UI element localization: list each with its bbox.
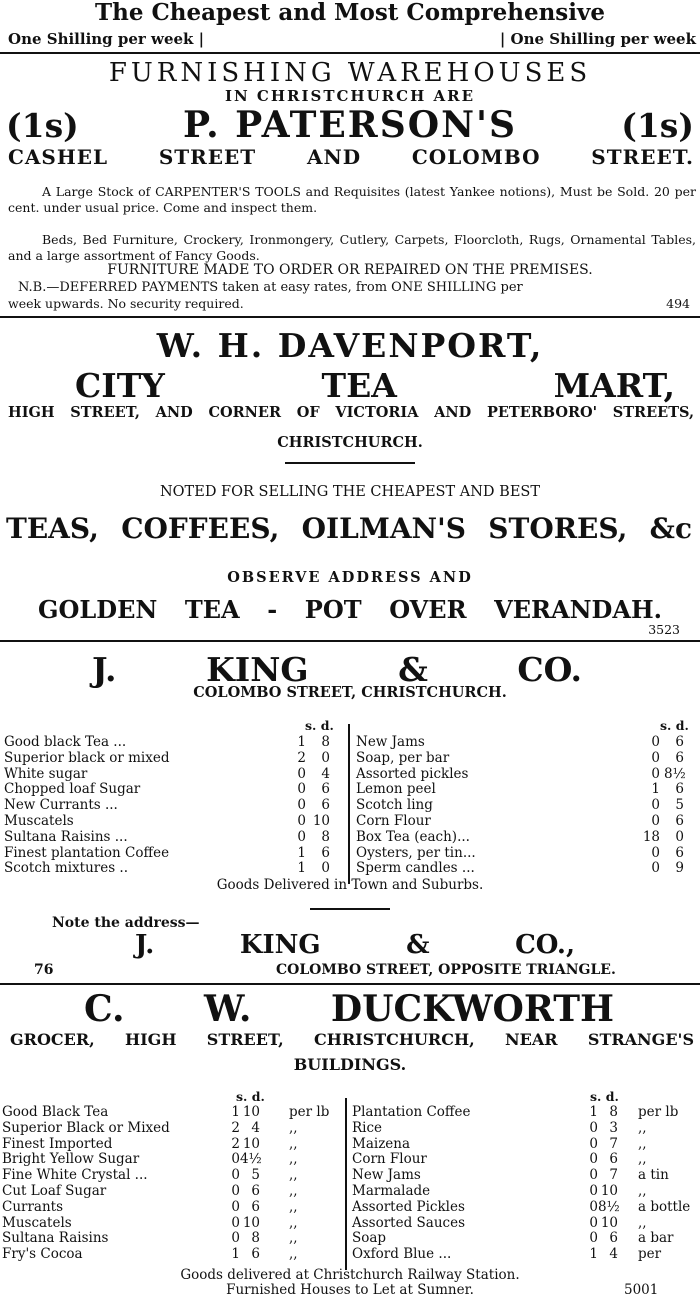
- price-shillings: 1: [231, 1104, 240, 1120]
- price-shillings: 0: [589, 1198, 598, 1215]
- column-divider: [345, 1098, 347, 1270]
- short-divider: [310, 908, 390, 910]
- price-pence: 6: [321, 797, 330, 814]
- price-shillings: 0: [297, 797, 306, 814]
- divider: [0, 52, 700, 54]
- price-pence: 10: [600, 1182, 618, 1199]
- duckworth-ref: 5001: [624, 1282, 659, 1298]
- davenport-city: CHRISTCHURCH.: [277, 434, 423, 451]
- price-row: [356, 751, 696, 767]
- price-row: [352, 1200, 698, 1216]
- price-shillings: 1: [297, 860, 306, 877]
- deferred-b: week upwards. No security required.: [8, 296, 244, 311]
- price-right: (1s): [621, 106, 694, 145]
- price-shillings: 0: [589, 1214, 598, 1231]
- price-item: Finest plantation Coffee: [4, 844, 170, 861]
- price-pence: 4: [609, 1246, 618, 1263]
- price-shillings: 0: [651, 765, 660, 782]
- price-item: Bright Yellow Sugar: [2, 1151, 140, 1168]
- price-row: [4, 767, 344, 783]
- price-shillings: 0: [589, 1119, 598, 1136]
- divider: [0, 983, 700, 985]
- price-row: [2, 1247, 340, 1263]
- price-shillings: 0: [297, 765, 306, 782]
- price-unit: a bottle: [638, 1198, 691, 1215]
- price-pence: 8: [321, 734, 330, 750]
- price-pence: 10: [242, 1104, 260, 1120]
- price-item: Assorted Pickles: [352, 1198, 465, 1215]
- noted-line: NOTED FOR SELLING THE CHEAPEST AND BEST: [159, 484, 541, 500]
- price-pence: 10: [242, 1214, 260, 1231]
- price-pence: 6: [609, 1230, 618, 1247]
- price-row: [356, 782, 696, 798]
- shilling-left: One Shilling per week |: [8, 30, 205, 48]
- price-item: Soap: [352, 1230, 387, 1247]
- king-delivery: Goods Delivered in Town and Suburbs.: [216, 877, 484, 893]
- price-row: [2, 1152, 340, 1168]
- price-pence: 8½: [598, 1198, 620, 1215]
- price-unit: ,,: [638, 1214, 647, 1231]
- price-shillings: 2: [297, 749, 306, 766]
- duck-right-col-head: s. d.: [590, 1089, 619, 1104]
- price-row: [352, 1137, 698, 1153]
- price-item: New Jams: [356, 734, 425, 750]
- price-unit: ,,: [638, 1151, 647, 1168]
- king-name: J. KING & CO.: [92, 650, 582, 689]
- price-pence: 6: [675, 812, 684, 829]
- price-shillings: 1: [297, 844, 306, 861]
- king-right-col-head: s. d.: [660, 718, 689, 733]
- price-shillings: 0: [297, 812, 306, 829]
- divider: [0, 316, 700, 318]
- price-item: White sugar: [4, 765, 88, 782]
- paterson-headline: The Cheapest and Most Comprehensive: [94, 0, 605, 26]
- price-row: [2, 1168, 340, 1184]
- price-pence: 5: [675, 797, 684, 814]
- warehouses-heading: FURNISHING WAREHOUSES: [108, 58, 592, 88]
- price-unit: ,,: [289, 1198, 298, 1215]
- deferred-a: N.B.—DEFERRED PAYMENTS taken at easy rates, from ONE SHILLING per: [18, 280, 523, 295]
- price-pence: 6: [251, 1182, 260, 1199]
- short-divider: [285, 462, 415, 464]
- price-item: Plantation Coffee: [352, 1104, 471, 1120]
- king-note: Note the address—: [52, 915, 200, 931]
- price-shillings: 1: [297, 734, 306, 750]
- price-unit: ,,: [289, 1151, 298, 1168]
- price-shillings: 0: [651, 844, 660, 861]
- price-item: Maizena: [352, 1135, 411, 1152]
- price-row: [352, 1105, 698, 1121]
- price-item: Assorted pickles: [356, 765, 469, 782]
- price-item: Rice: [352, 1119, 383, 1136]
- duckworth-line1: GROCER, HIGH STREET, CHRISTCHURCH, NEAR STRANGE'S: [10, 1030, 694, 1049]
- price-unit: per lb: [638, 1104, 679, 1120]
- price-row: [352, 1152, 698, 1168]
- price-unit: a tin: [638, 1167, 669, 1184]
- price-pence: 10: [312, 812, 330, 829]
- price-pence: 6: [675, 781, 684, 798]
- price-shillings: 1: [589, 1246, 598, 1263]
- price-item: Scotch ling: [356, 797, 433, 814]
- price-row: [4, 782, 344, 798]
- price-row: [4, 735, 344, 751]
- price-row: [352, 1216, 698, 1232]
- price-shillings: 1: [231, 1246, 240, 1263]
- price-pence: 6: [321, 844, 330, 861]
- price-pence: 9: [675, 860, 684, 877]
- duckworth-name: C. W. DUCKWORTH: [84, 988, 614, 1030]
- price-item: Soap, per bar: [356, 749, 450, 766]
- price-item: Superior black or mixed: [4, 749, 170, 766]
- price-pence: 6: [675, 734, 684, 750]
- price-pence: 7: [609, 1167, 618, 1184]
- price-shillings: 0: [231, 1230, 240, 1247]
- price-unit: ,,: [638, 1119, 647, 1136]
- duck-left-table: [2, 1105, 340, 1263]
- price-pence: 6: [675, 844, 684, 861]
- duck-left-col-head: s. d.: [236, 1089, 265, 1104]
- price-pence: 6: [251, 1198, 260, 1215]
- in-christchurch: IN CHRISTCHURCH ARE: [224, 87, 476, 105]
- price-shillings: 0: [297, 781, 306, 798]
- king-name-2: J. KING & CO.,: [135, 930, 575, 960]
- price-row: [356, 861, 696, 877]
- price-unit: per: [638, 1246, 662, 1263]
- paterson-address: CASHEL STREET AND COLOMBO STREET.: [8, 145, 694, 169]
- price-item: Good black Tea ...: [4, 734, 127, 750]
- price-item: Good Black Tea: [2, 1104, 109, 1120]
- duckworth-delivery: Goods delivered at Christchurch Railway Station.: [180, 1267, 520, 1283]
- price-unit: ,,: [289, 1246, 298, 1263]
- price-shillings: 0: [231, 1167, 240, 1184]
- price-shillings: 1: [651, 781, 660, 798]
- shilling-right: | One Shilling per week: [499, 30, 696, 48]
- price-shillings: 0: [231, 1182, 240, 1199]
- price-item: New Jams: [352, 1167, 421, 1184]
- price-pence: 8: [321, 828, 330, 845]
- price-unit: ,,: [289, 1182, 298, 1199]
- price-shillings: 0: [589, 1151, 598, 1168]
- price-shillings: 18: [642, 828, 660, 845]
- price-pence: 6: [321, 781, 330, 798]
- price-row: [356, 846, 696, 862]
- price-pence: 8: [251, 1230, 260, 1247]
- price-item: Sultana Raisins ...: [4, 828, 128, 845]
- price-shillings: 2: [231, 1135, 240, 1152]
- price-pence: 0: [321, 860, 330, 877]
- paterson-para1: A Large Stock of CARPENTER'S TOOLS and Requisites (latest Yankee notions), Must be Sold. 20 per cent. under usual price. Come and inspect them.: [8, 184, 696, 215]
- tea-mart-heading: CITY TEA MART,: [75, 366, 675, 405]
- price-row: [2, 1137, 340, 1153]
- price-pence: 10: [600, 1214, 618, 1231]
- king-ref: 76: [34, 962, 54, 978]
- price-row: [4, 846, 344, 862]
- price-row: [4, 830, 344, 846]
- price-pence: 0: [675, 828, 684, 845]
- price-row: [356, 814, 696, 830]
- price-left: (1s): [6, 106, 79, 145]
- price-item: Fine White Crystal ...: [2, 1167, 148, 1184]
- price-row: [4, 798, 344, 814]
- price-shillings: 0: [231, 1198, 240, 1215]
- price-item: Oysters, per tin...: [356, 844, 476, 861]
- price-shillings: 1: [589, 1104, 598, 1120]
- price-item: Marmalade: [352, 1182, 431, 1199]
- price-item: Fry's Cocoa: [2, 1246, 83, 1263]
- price-row: [356, 767, 696, 783]
- price-shillings: 0: [589, 1182, 598, 1199]
- price-pence: 0: [321, 749, 330, 766]
- price-pence: 6: [609, 1151, 618, 1168]
- davenport-address: HIGH STREET, AND CORNER OF VICTORIA AND PETERBORO' STREETS,: [8, 404, 694, 421]
- price-item: New Currants ...: [4, 797, 118, 814]
- price-item: Cut Loaf Sugar: [2, 1182, 107, 1199]
- price-item: Sperm candles ...: [356, 860, 475, 877]
- price-item: Superior Black or Mixed: [2, 1119, 170, 1136]
- price-shillings: 0: [231, 1151, 240, 1168]
- price-row: [2, 1200, 340, 1216]
- price-row: [352, 1247, 698, 1263]
- price-unit: ,,: [289, 1167, 298, 1184]
- price-item: Currants: [2, 1198, 64, 1215]
- price-pence: 7: [609, 1135, 618, 1152]
- davenport-name: W. H. DAVENPORT,: [156, 326, 544, 365]
- price-row: [2, 1105, 340, 1121]
- price-row: [2, 1121, 340, 1137]
- price-shillings: 2: [231, 1119, 240, 1136]
- price-row: [2, 1231, 340, 1247]
- observe-line: OBSERVE ADDRESS AND: [227, 569, 473, 586]
- price-row: [2, 1216, 340, 1232]
- price-pence: 6: [675, 749, 684, 766]
- price-item: Muscatels: [2, 1214, 72, 1231]
- paterson-ref: 494: [666, 296, 690, 311]
- price-item: Sultana Raisins: [2, 1230, 109, 1247]
- price-pence: 4½: [240, 1151, 262, 1168]
- king-left-table: [4, 735, 344, 877]
- duck-right-table: [352, 1105, 698, 1263]
- king-left-col-head: s. d.: [305, 718, 334, 733]
- price-pence: 10: [242, 1135, 260, 1152]
- price-unit: ,,: [289, 1119, 298, 1136]
- price-shillings: 0: [651, 749, 660, 766]
- price-shillings: 0: [651, 860, 660, 877]
- price-unit: ,,: [289, 1135, 298, 1152]
- price-pence: 8: [609, 1104, 618, 1120]
- duckworth-furnished: Furnished Houses to Let at Sumner.: [226, 1282, 474, 1298]
- king-address: COLOMBO STREET, CHRISTCHURCH.: [193, 684, 507, 701]
- goods-line: TEAS, COFFEES, OILMAN'S STORES, &c: [6, 512, 692, 545]
- price-item: Scotch mixtures ..: [4, 860, 129, 877]
- price-pence: 4: [251, 1119, 260, 1136]
- price-item: Muscatels: [4, 812, 74, 829]
- divider: [0, 640, 700, 642]
- price-shillings: 0: [589, 1167, 598, 1184]
- paterson-para2: Beds, Bed Furniture, Crockery, Ironmongery, Cutlery, Carpets, Floorcloth, Rugs, Ornamental Tables, and a large assortment of Fancy Goods.: [8, 232, 696, 263]
- davenport-ref: 3523: [648, 622, 680, 637]
- price-unit: a bar: [638, 1230, 674, 1247]
- price-row: [2, 1184, 340, 1200]
- price-pence: 5: [251, 1167, 260, 1184]
- golden-tea-pot: GOLDEN TEA - POT OVER VERANDAH.: [38, 595, 662, 624]
- price-row: [356, 798, 696, 814]
- price-shillings: 0: [297, 828, 306, 845]
- price-pence: 6: [251, 1246, 260, 1263]
- price-row: [4, 814, 344, 830]
- price-shillings: 0: [651, 797, 660, 814]
- price-shillings: 0: [231, 1214, 240, 1231]
- price-item: Assorted Sauces: [352, 1214, 466, 1231]
- price-pence: 8½: [664, 765, 686, 782]
- price-item: Finest Imported: [2, 1135, 113, 1152]
- price-shillings: 0: [589, 1230, 598, 1247]
- price-unit: per lb: [289, 1104, 330, 1120]
- price-row: [356, 830, 696, 846]
- price-row: [4, 751, 344, 767]
- price-pence: 3: [609, 1119, 618, 1136]
- made-to-order: FURNITURE MADE TO ORDER OR REPAIRED ON THE PREMISES.: [107, 262, 593, 278]
- paterson-name: P. PATERSON'S: [182, 104, 518, 146]
- duckworth-line2: BUILDINGS.: [293, 1055, 407, 1074]
- column-divider: [348, 724, 350, 884]
- price-row: [352, 1168, 698, 1184]
- price-row: [356, 735, 696, 751]
- price-pence: 4: [321, 765, 330, 782]
- price-item: Corn Flour: [356, 812, 431, 829]
- price-unit: ,,: [289, 1214, 298, 1231]
- price-row: [352, 1231, 698, 1247]
- price-unit: ,,: [289, 1230, 298, 1247]
- price-shillings: 0: [589, 1135, 598, 1152]
- king-address-2: COLOMBO STREET, OPPOSITE TRIANGLE.: [276, 962, 616, 978]
- price-row: [352, 1184, 698, 1200]
- price-item: Corn Flour: [352, 1151, 427, 1168]
- price-item: Box Tea (each)...: [356, 828, 470, 845]
- price-row: [352, 1121, 698, 1137]
- price-item: Chopped loaf Sugar: [4, 781, 141, 798]
- price-row: [4, 861, 344, 877]
- price-unit: ,,: [638, 1135, 647, 1152]
- price-item: Lemon peel: [356, 781, 436, 798]
- king-right-table: [356, 735, 696, 877]
- price-shillings: 0: [651, 734, 660, 750]
- price-shillings: 0: [651, 812, 660, 829]
- price-item: Oxford Blue ...: [352, 1246, 452, 1263]
- price-unit: ,,: [638, 1182, 647, 1199]
